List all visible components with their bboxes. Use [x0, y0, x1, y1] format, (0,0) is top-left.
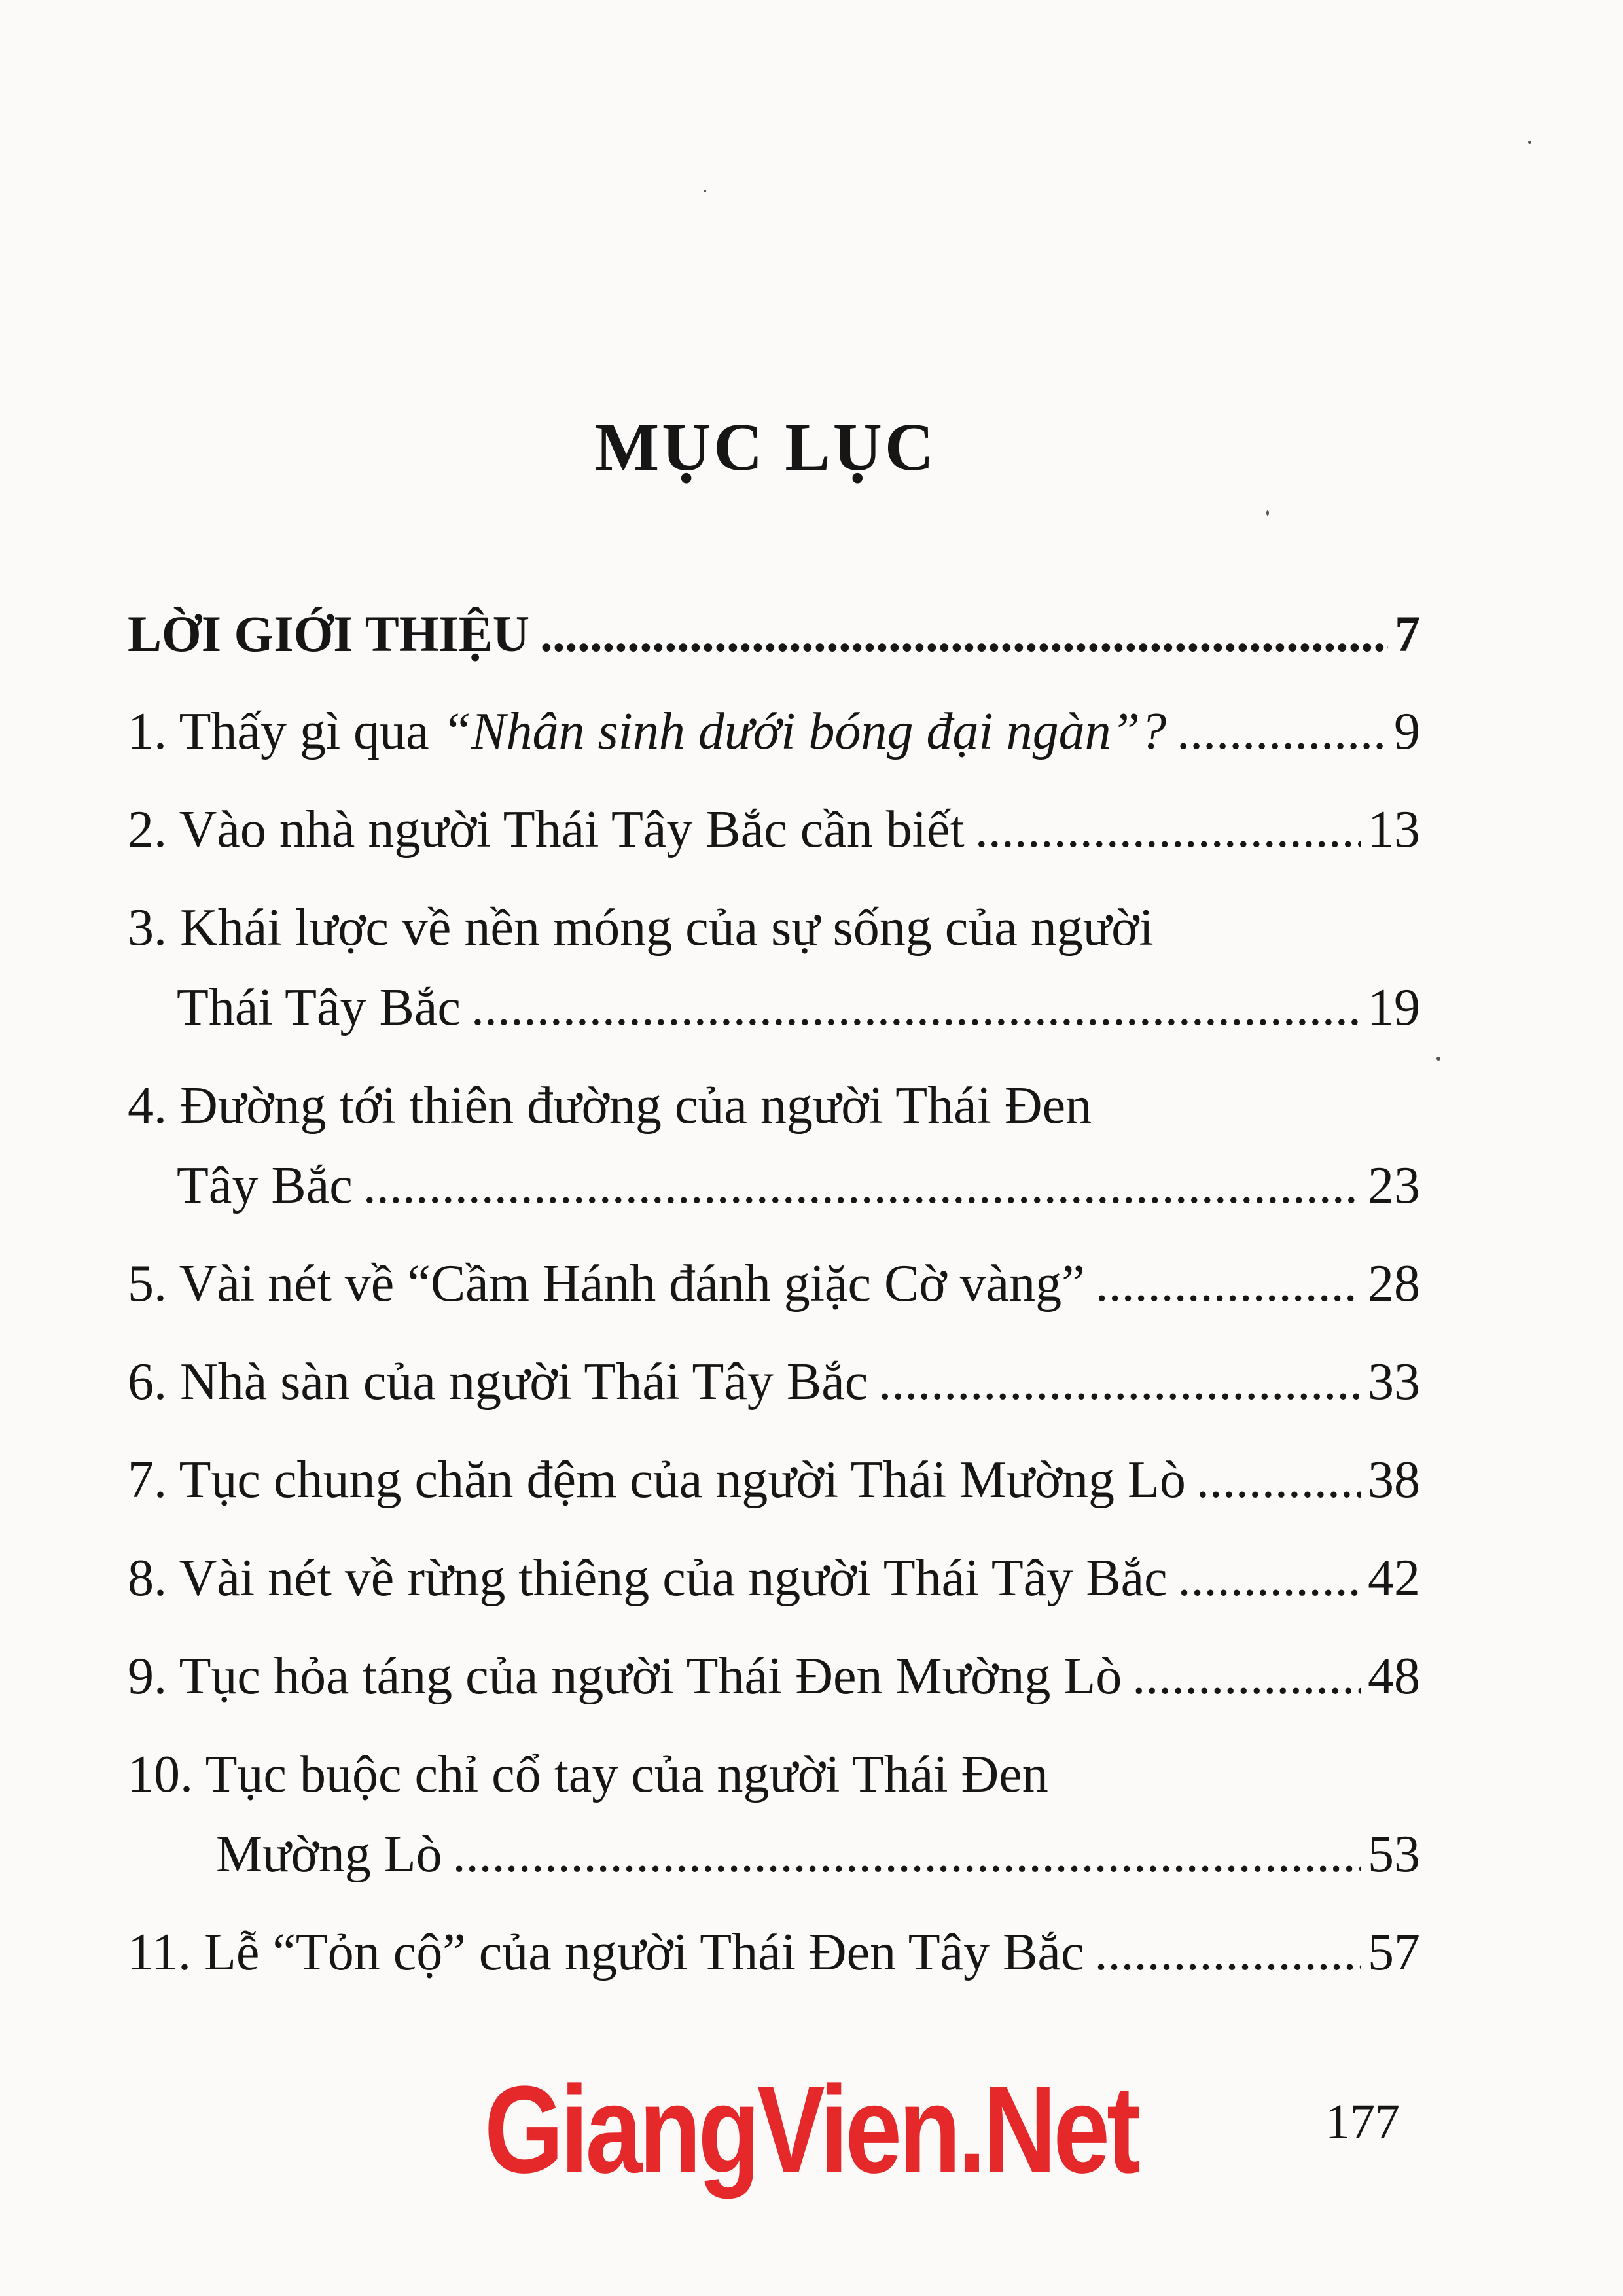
- toc-page-number: 53: [1368, 1826, 1420, 1883]
- dot-leader: [975, 804, 1361, 856]
- dot-leader: [471, 981, 1361, 1034]
- toc-entry-7[interactable]: [128, 1451, 1420, 1509]
- toc-entry-2[interactable]: [128, 801, 1420, 858]
- dot-leader: [1132, 1650, 1361, 1703]
- toc-entry-3[interactable]: [128, 899, 1420, 1036]
- dot-leader: [1096, 1258, 1361, 1310]
- toc-entry-label: 8. Vài nét về rừng thiêng của người Thái Tây Bắc: [128, 1549, 1168, 1607]
- toc-entry-label: 3. Khái lược về nền móng của sự sống của người: [128, 899, 1154, 957]
- dot-leader: [453, 1828, 1361, 1881]
- page-number: 177: [1325, 2094, 1400, 2149]
- toc-page-number: 42: [1368, 1549, 1420, 1607]
- dot-leader: [1196, 1454, 1361, 1506]
- toc-entry-label-continued: Thái Tây Bắc: [177, 979, 461, 1036]
- toc-entry-10[interactable]: [128, 1748, 1420, 1881]
- toc-entry-label: 9. Tục hỏa táng của người Thái Đen Mường Lò: [128, 1648, 1122, 1705]
- toc-entry-label: LỜI GIỚI THIỆU: [128, 605, 530, 662]
- toc-entry-label: 2. Vào nhà người Thái Tây Bắc cần biết: [128, 801, 965, 858]
- dot-leader: [1094, 1926, 1361, 1979]
- toc-page-number: 28: [1368, 1255, 1420, 1313]
- toc-entry-5[interactable]: [128, 1255, 1420, 1313]
- dot-leader: [363, 1159, 1361, 1212]
- toc-page-number: 57: [1368, 1924, 1420, 1981]
- toc-entry-6[interactable]: [128, 1353, 1420, 1411]
- toc-page-number: 7: [1395, 605, 1420, 662]
- toc-page-number: 23: [1368, 1157, 1420, 1214]
- scan-speck: [1266, 510, 1269, 516]
- watermark-logo: GiangVien.Net: [484, 2060, 1138, 2199]
- toc-entry-label: 10. Tục buộc chỉ cổ tay của người Thái Đen: [128, 1746, 1048, 1803]
- toc-entry-label: 1. Thấy gì qua “Nhân sinh dưới bóng đại ngàn”?: [128, 703, 1167, 760]
- toc-entry-label: 5. Vài nét về “Cầm Hánh đánh giặc Cờ vàng”: [128, 1255, 1085, 1313]
- dot-leader: [540, 609, 1388, 660]
- scan-speck: [1528, 141, 1531, 144]
- dot-leader: [1177, 705, 1387, 758]
- toc-entry-label: 11. Lễ “Tỏn cộ” của người Thái Đen Tây Bắc: [128, 1924, 1084, 1981]
- toc-entry-label: 7. Tục chung chăn đệm của người Thái Mường Lò: [128, 1451, 1186, 1509]
- dot-leader: [878, 1356, 1361, 1408]
- toc-entry-11[interactable]: [128, 1926, 1420, 1979]
- page-title: MỤC LỤC: [595, 410, 936, 485]
- toc-entry-label-continued: Mường Lò: [216, 1826, 442, 1883]
- toc-entry-label-continued: Tây Bắc: [177, 1157, 353, 1214]
- toc-page-number: 13: [1368, 801, 1420, 858]
- toc-page-number: 48: [1368, 1648, 1420, 1705]
- toc-page-number: 9: [1394, 703, 1420, 760]
- toc-page-number: 33: [1368, 1353, 1420, 1411]
- toc-entry-4[interactable]: [128, 1077, 1420, 1214]
- toc-entry-intro[interactable]: [128, 605, 1420, 662]
- toc-page-number: 19: [1368, 979, 1420, 1036]
- dot-leader: [1178, 1552, 1361, 1604]
- toc-entry-9[interactable]: [128, 1650, 1420, 1703]
- toc-entry-8[interactable]: [128, 1549, 1420, 1607]
- table-of-contents: [128, 605, 1420, 2024]
- toc-entry-label: 6. Nhà sàn của người Thái Tây Bắc: [128, 1353, 868, 1411]
- toc-page-number: 38: [1368, 1451, 1420, 1509]
- toc-entry-1[interactable]: [128, 705, 1420, 758]
- scan-speck: [704, 190, 706, 192]
- toc-entry-label: 4. Đường tới thiên đường của người Thái Đen: [128, 1077, 1092, 1135]
- scan-speck: [1436, 1057, 1440, 1061]
